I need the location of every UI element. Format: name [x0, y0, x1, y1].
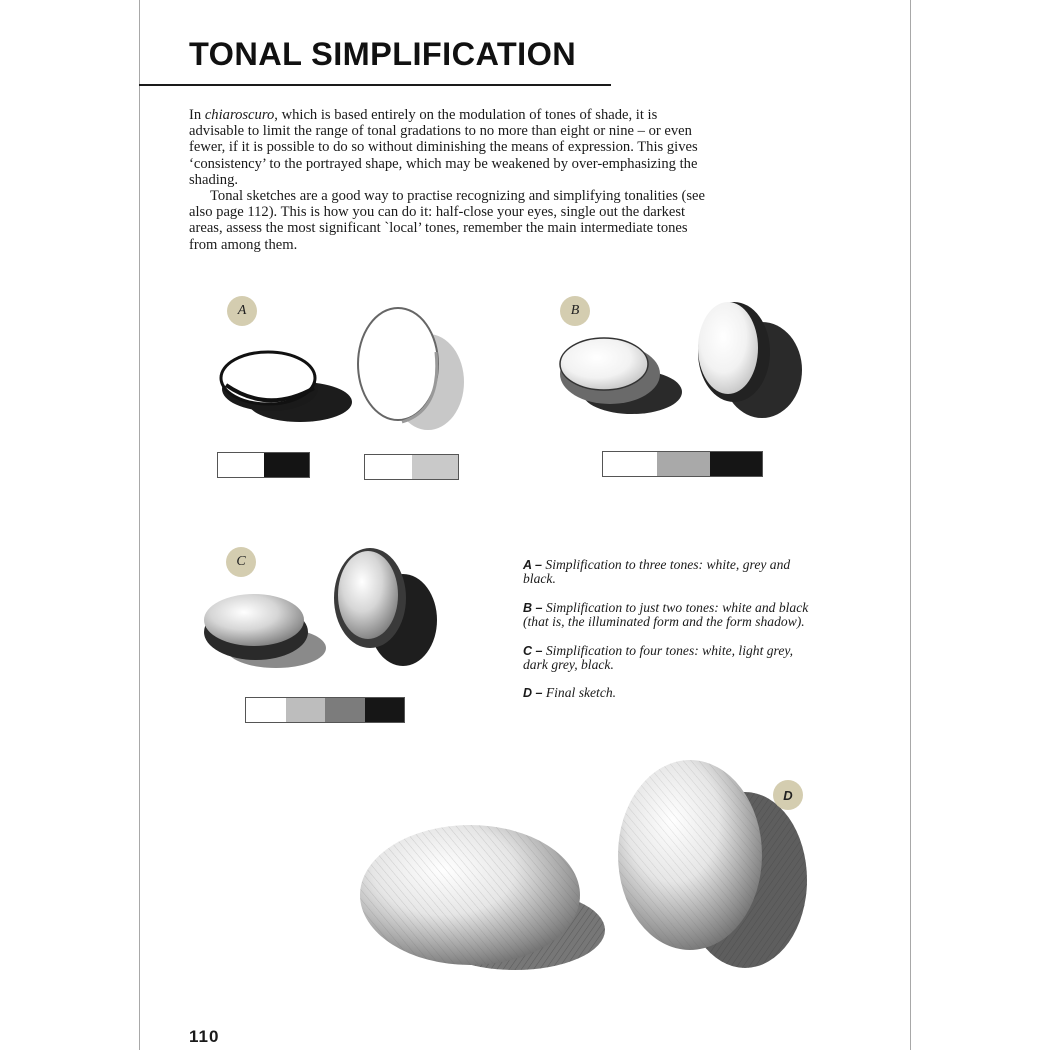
captions — [523, 558, 813, 715]
sketch-d-final-eggs — [345, 750, 825, 1000]
badge-a: A — [227, 296, 257, 326]
page-edge-left — [139, 0, 140, 1050]
caption-a: A – Simplification to three tones: white, grey and black. — [523, 557, 791, 587]
swatch — [246, 698, 286, 722]
swatch — [325, 698, 365, 722]
tone-strip-c — [245, 697, 405, 723]
sketch-b-eggs — [552, 290, 812, 425]
swatch — [218, 453, 264, 477]
caption-b: B – Simplification to just two tones: white and black (that is, the illuminated form and the form shadow). — [523, 599, 809, 630]
title-underline — [139, 84, 611, 86]
caption-c: C – Simplification to four tones: white, light grey, dark grey, black. — [523, 642, 794, 673]
swatch — [286, 698, 326, 722]
paragraph-2: Tonal sketches are a good way to practise recognizing and simplifying tonalities (see also page 112). This is how you can do it: half-close your eyes, single out the darkest areas, assess the most significant `local’ tones, remember the main intermediate tones from among them. — [189, 188, 706, 253]
tone-strip-b — [602, 451, 763, 477]
swatch — [264, 453, 310, 477]
badge-d: D — [773, 780, 803, 810]
caption-d: D – Final sketch. — [523, 685, 617, 701]
sketch-c-eggs — [198, 540, 448, 680]
paragraph-1: In chiaroscuro, which is based entirely on the modulation of tones of shade, it is advisable to limit the range of tonal gradations to no more than eight or nine – or even fewer, if it is possible to do so without diminishing the means of expression. This gives ‘consistency’ to the portrayed shape, which may be weakened by over-emphasizing the shading. — [189, 107, 698, 188]
swatch — [710, 452, 762, 476]
body-text — [189, 107, 714, 253]
tone-strip-a-right — [364, 454, 459, 480]
page-edge-right — [910, 0, 911, 1050]
swatch — [657, 452, 709, 476]
tone-strip-a-left — [217, 452, 310, 478]
badge-c: C — [226, 547, 256, 577]
swatch — [365, 698, 405, 722]
badge-b: B — [560, 296, 590, 326]
swatch — [412, 455, 459, 479]
sketch-a-eggs — [210, 290, 480, 435]
chiaroscuro-term: chiaroscuro — [204, 107, 275, 123]
swatch — [365, 455, 412, 479]
page-title: TONAL SIMPLIFICATION — [189, 36, 577, 72]
page-number: 110 — [189, 1027, 220, 1046]
swatch — [603, 452, 657, 476]
